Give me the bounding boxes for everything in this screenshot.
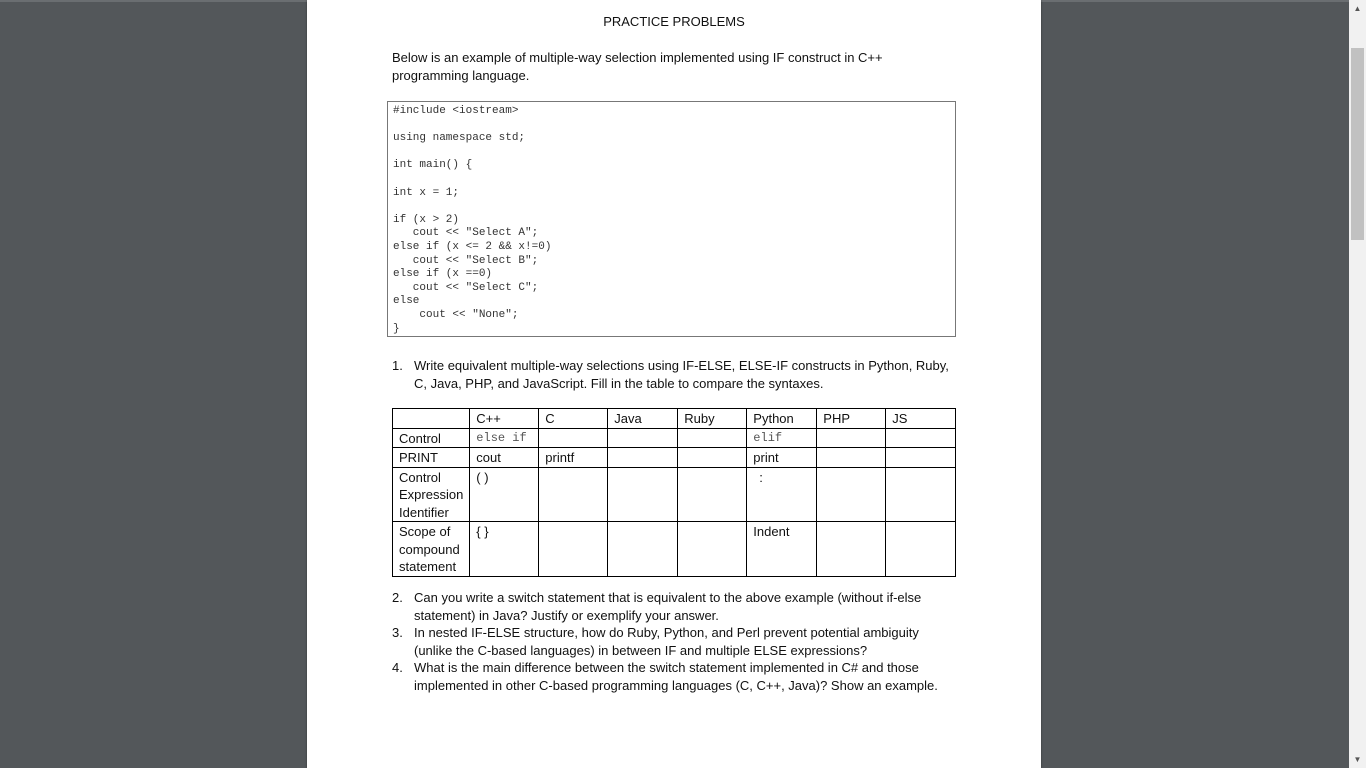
table-cell	[539, 467, 608, 522]
table-header-cell: C	[539, 409, 608, 429]
table-cell	[539, 428, 608, 448]
table-cell: Indent	[747, 522, 817, 577]
table-cell	[678, 467, 747, 522]
question-number: 1.	[392, 358, 403, 373]
triangle-down-icon[interactable]: ▼	[1353, 755, 1362, 764]
table-header-cell: Java	[608, 409, 678, 429]
document-page	[307, 0, 1041, 768]
row-label: Control Expression Identifier	[393, 467, 470, 522]
question-number: 3.	[392, 625, 403, 640]
row-label: PRINT	[393, 448, 470, 468]
question-1	[392, 357, 952, 392]
table-cell	[817, 428, 886, 448]
question-number: 4.	[392, 660, 403, 675]
question-2	[392, 589, 952, 624]
table-cell: print	[747, 448, 817, 468]
table-cell	[608, 522, 678, 577]
table-cell	[539, 522, 608, 577]
table-header-cell: Python	[747, 409, 817, 429]
question-3	[392, 624, 952, 659]
table-header-cell: PHP	[817, 409, 886, 429]
table-cell	[817, 522, 886, 577]
table-cell	[678, 428, 747, 448]
table-cell	[886, 428, 956, 448]
table-cell	[886, 448, 956, 468]
vertical-scrollbar[interactable]	[1349, 0, 1366, 768]
table-cell: :	[747, 467, 817, 522]
question-4	[392, 659, 952, 694]
table-cell	[608, 467, 678, 522]
triangle-up-icon[interactable]: ▲	[1353, 4, 1362, 13]
table-row	[393, 522, 956, 577]
intro-paragraph: Below is an example of multiple-way selection implemented using IF construct in C++ programming language.	[392, 50, 883, 83]
table-cell	[678, 522, 747, 577]
table-cell	[678, 448, 747, 468]
row-label: Control	[393, 428, 470, 448]
question-number: 2.	[392, 590, 403, 605]
table-cell: elif	[747, 428, 817, 448]
table-header-cell: JS	[886, 409, 956, 429]
table-cell: printf	[539, 448, 608, 468]
table-header-row	[393, 409, 956, 429]
table-cell	[608, 448, 678, 468]
table-cell	[817, 467, 886, 522]
question-text: Write equivalent multiple-way selections using IF-ELSE, ELSE-IF constructs in Python, Ruby, C, Java, PHP, and JavaScript. Fill in the table to compare the syntaxes.	[414, 358, 949, 391]
table-row	[393, 448, 956, 468]
table-row	[393, 428, 956, 448]
page-title: PRACTICE PROBLEMS	[603, 14, 745, 29]
row-label: Scope of compound statement	[393, 522, 470, 577]
table-cell	[817, 448, 886, 468]
question-text: In nested IF-ELSE structure, how do Ruby, Python, and Perl prevent potential ambiguity (unlike the C-based languages) in between IF and multiple ELSE expressions?	[414, 625, 919, 658]
table-header-cell	[393, 409, 470, 429]
question-text: What is the main difference between the switch statement implemented in C# and those implemented in other C-based programming languages (C, C++, Java)? Show an example.	[414, 660, 938, 693]
question-text: Can you write a switch statement that is equivalent to the above example (without if-else statement) in Java? Justify or exemplify your answer.	[414, 590, 922, 623]
code-block	[387, 101, 956, 337]
table-cell: { }	[470, 522, 539, 577]
table-cell: ( )	[470, 467, 539, 522]
table-header-cell: Ruby	[678, 409, 747, 429]
table-cell: else if	[470, 428, 539, 448]
scrollbar-thumb[interactable]	[1351, 48, 1364, 240]
syntax-comparison-table	[392, 408, 956, 577]
table-cell	[886, 522, 956, 577]
table-row	[393, 467, 956, 522]
table-cell: cout	[470, 448, 539, 468]
table-header-cell: C++	[470, 409, 539, 429]
code-text: #include <iostream> using namespace std; int main() { int x = 1; if (x > 2) cout << "Select A"; else if (x <= 2 && x!=0) cout << "Select B"; else if (x ==0) cout << "Select C"; else cout << "None"; }	[393, 105, 552, 335]
table-cell	[608, 428, 678, 448]
table-cell	[886, 467, 956, 522]
